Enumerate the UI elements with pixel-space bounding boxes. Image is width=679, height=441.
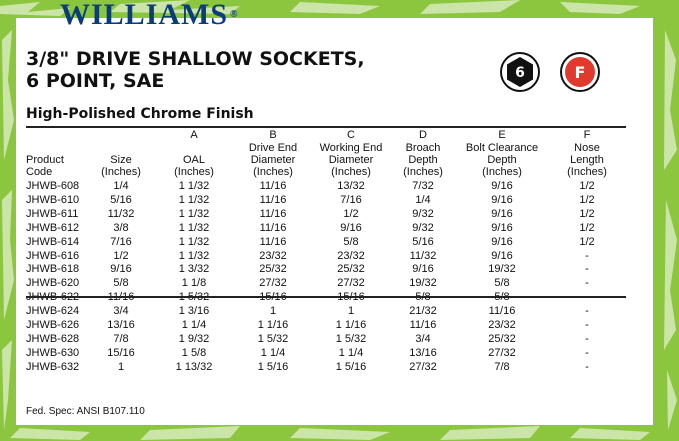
table-cell: 11/16 (259, 221, 287, 234)
table-cell: 27/32 (488, 346, 516, 359)
table-cell: 25/32 (259, 263, 287, 276)
table-cell: 1 5/16 (335, 360, 367, 373)
table-cell: 9/16 (491, 207, 513, 220)
table-row (26, 319, 626, 333)
table-cell: JHWB-620 (26, 277, 80, 290)
table-cell: 11/32 (409, 249, 437, 262)
table-cell: JHWB-610 (26, 193, 80, 206)
table-cell: 7/16 (110, 235, 132, 248)
six-point-hex-icon (500, 52, 540, 92)
table-row (26, 194, 626, 208)
table-row (26, 208, 626, 222)
table-row (26, 347, 626, 361)
table-cell: JHWB-616 (26, 249, 80, 262)
table-cell: 13/32 (337, 180, 365, 192)
table-cell: 11/16 (488, 305, 516, 318)
fed-spec-footer: Fed. Spec: ANSI B107.110 (26, 406, 145, 417)
table-cell: 1 1/32 (178, 221, 210, 234)
f-icon-label: F (574, 63, 586, 82)
table-cell: 11/16 (259, 235, 287, 248)
table-cell: 1 1/32 (178, 249, 210, 262)
table-cell (26, 291, 88, 305)
table-cell: 11/32 (107, 207, 135, 220)
column-header: Working End Diameter (Inches) (319, 142, 383, 178)
table-cell: 1 3/16 (178, 305, 210, 318)
table-cell: JHWB-632 (26, 360, 80, 373)
f-badge-icon (560, 52, 600, 92)
table-cell (312, 291, 390, 305)
table-cell: 7/32 (412, 180, 434, 192)
column-letter (26, 128, 88, 142)
table-cell: 1 1/16 (257, 319, 289, 332)
table-cell: - (585, 249, 589, 262)
table-cell: 9/16 (412, 263, 434, 276)
table-cell: 5/16 (110, 193, 132, 206)
table-cell: 1 1/4 (260, 346, 286, 359)
table-cell: 1/2 (579, 207, 595, 220)
table-cell: - (585, 332, 589, 345)
table-cell: 1 9/32 (178, 332, 210, 345)
column-header: Drive End Diameter (Inches) (248, 142, 298, 178)
table-cell: JHWB-611 (26, 207, 79, 220)
table-cell: JHWB-630 (26, 346, 80, 359)
table-cell: 1/2 (579, 193, 595, 206)
table-cell: 1 13/32 (175, 360, 213, 373)
table-cell: 1/4 (113, 180, 129, 192)
table-cell: - (585, 277, 589, 290)
table-cell: 1 1/8 (181, 277, 207, 290)
table-cell: 1/2 (579, 221, 595, 234)
table-cell: 19/32 (488, 263, 516, 276)
group-divider-rule (26, 296, 626, 298)
table-cell: 27/32 (337, 277, 365, 290)
table-cell: 3/4 (415, 332, 431, 345)
table-cell: 9/16 (491, 180, 513, 192)
table-row (26, 180, 626, 194)
table-cell: 3/4 (113, 305, 129, 318)
table-cell: 1 5/32 (257, 332, 289, 345)
table-cell: 1 5/8 (181, 346, 207, 359)
table-cell: 9/32 (412, 221, 434, 234)
column-header: OAL (Inches) (174, 154, 214, 178)
table-cell: 1/4 (415, 193, 431, 206)
column-letter (88, 128, 154, 142)
table-cell (234, 291, 312, 305)
table-cell: 1 5/32 (335, 332, 367, 345)
column-header: Product Code (26, 154, 64, 178)
table-cell: 13/16 (107, 319, 135, 332)
table-cell: 1 1/4 (181, 319, 207, 332)
table-cell: 9/16 (110, 263, 132, 276)
table-cell: 21/32 (409, 305, 437, 318)
table-cell: 9/16 (491, 249, 513, 262)
table-cell: - (585, 346, 589, 359)
table-cell: JHWB-612 (26, 221, 80, 234)
table-cell: 5/16 (412, 235, 434, 248)
column-letter: B (269, 129, 277, 141)
table-cell (390, 291, 456, 305)
title-line-2: 6 POINT, SAE (26, 70, 165, 92)
table-cell: 15/16 (107, 346, 135, 359)
table-cell: 27/32 (409, 360, 437, 373)
table-cell: 23/32 (488, 319, 516, 332)
table-cell: 9/16 (340, 221, 362, 234)
table-cell (88, 291, 154, 305)
table-row (26, 222, 626, 236)
table-cell: 5/8 (343, 235, 359, 248)
table-row (26, 291, 626, 305)
table-cell: 13/16 (409, 346, 437, 359)
table-cell: 9/16 (491, 235, 513, 248)
table-cell: JHWB-618 (26, 263, 80, 276)
table-cell: 1 1/4 (338, 346, 364, 359)
column-header: Bolt Clearance Depth (Inches) (465, 142, 539, 178)
table-cell: 11/16 (259, 193, 287, 206)
title-line-1: 3/8" DRIVE SHALLOW SOCKETS, (26, 48, 365, 70)
table-cell: 3/8 (113, 221, 129, 234)
table-cell: 7/16 (340, 193, 362, 206)
table-cell: 9/16 (491, 193, 513, 206)
column-letter: D (419, 129, 427, 141)
table-cell: 1 (347, 305, 355, 318)
table-cell: 1 1/32 (178, 207, 210, 220)
table-cell (154, 291, 234, 305)
table-cell: 23/32 (337, 249, 365, 262)
table-row (26, 305, 626, 319)
table-cell: 1/2 (579, 180, 595, 192)
column-header: Nose Length (Inches) (567, 142, 607, 178)
column-header: Broach Depth (Inches) (403, 142, 443, 178)
table-cell (548, 291, 626, 305)
column-letter: C (347, 129, 355, 141)
table-cell: JHWB-628 (26, 332, 80, 345)
table-cell: JHWB-626 (26, 319, 80, 332)
table-cell: 19/32 (409, 277, 437, 290)
table-cell: - (585, 319, 589, 332)
table-cell: 1/2 (579, 235, 595, 248)
table-cell: - (585, 263, 589, 276)
table-cell: 11/16 (259, 207, 287, 220)
column-header-row (26, 142, 626, 180)
table-body (26, 180, 626, 375)
table-cell: - (585, 360, 589, 373)
column-header: Size (Inches) (101, 154, 141, 178)
table-row (26, 263, 626, 277)
table-cell: 7/8 (494, 360, 510, 373)
table-cell: 1 5/16 (257, 360, 289, 373)
table-row (26, 236, 626, 250)
table-cell: 9/16 (491, 221, 513, 234)
socket-spec-table (26, 128, 626, 375)
table-cell: JHWB-624 (26, 305, 80, 318)
table-cell: 1/2 (343, 207, 359, 220)
table-cell: 11/16 (409, 319, 437, 332)
table-row (26, 333, 626, 347)
table-cell: 9/32 (412, 207, 434, 220)
table-cell: 1 3/32 (178, 263, 210, 276)
table-cell: 1 1/16 (335, 319, 367, 332)
table-cell: - (585, 305, 589, 318)
column-letter: F (583, 129, 591, 141)
table-cell: 1 (117, 360, 125, 373)
table-cell (456, 291, 548, 305)
column-letter: A (190, 129, 198, 141)
table-row (26, 277, 626, 291)
table-cell: 7/8 (113, 332, 129, 345)
table-cell: 25/32 (337, 263, 365, 276)
hex-icon-label: 6 (515, 65, 525, 81)
table-cell: 5/8 (494, 277, 510, 290)
table-cell: JHWB-614 (26, 235, 80, 248)
table-cell: 23/32 (259, 249, 287, 262)
table-cell: 27/32 (259, 277, 287, 290)
table-cell: 1 1/32 (178, 193, 210, 206)
table-cell: 1/2 (113, 249, 129, 262)
table-cell: 1 (269, 305, 277, 318)
finish-subtitle: High-Polished Chrome Finish (26, 106, 254, 122)
table-row (26, 250, 626, 264)
table-cell: 11/16 (259, 180, 287, 192)
table-header (26, 128, 626, 180)
williams-logo: WILLIAMS ® (60, 0, 239, 31)
table-cell: 25/32 (488, 332, 516, 345)
column-letter: E (498, 129, 506, 141)
table-row (26, 361, 626, 375)
column-letter-row (26, 128, 626, 142)
table-cell: 1 1/32 (178, 235, 210, 248)
table-cell: 1 1/32 (178, 180, 210, 192)
table-cell: JHWB-608 (26, 180, 80, 192)
table-cell: 5/8 (113, 277, 129, 290)
page-title (26, 48, 365, 92)
